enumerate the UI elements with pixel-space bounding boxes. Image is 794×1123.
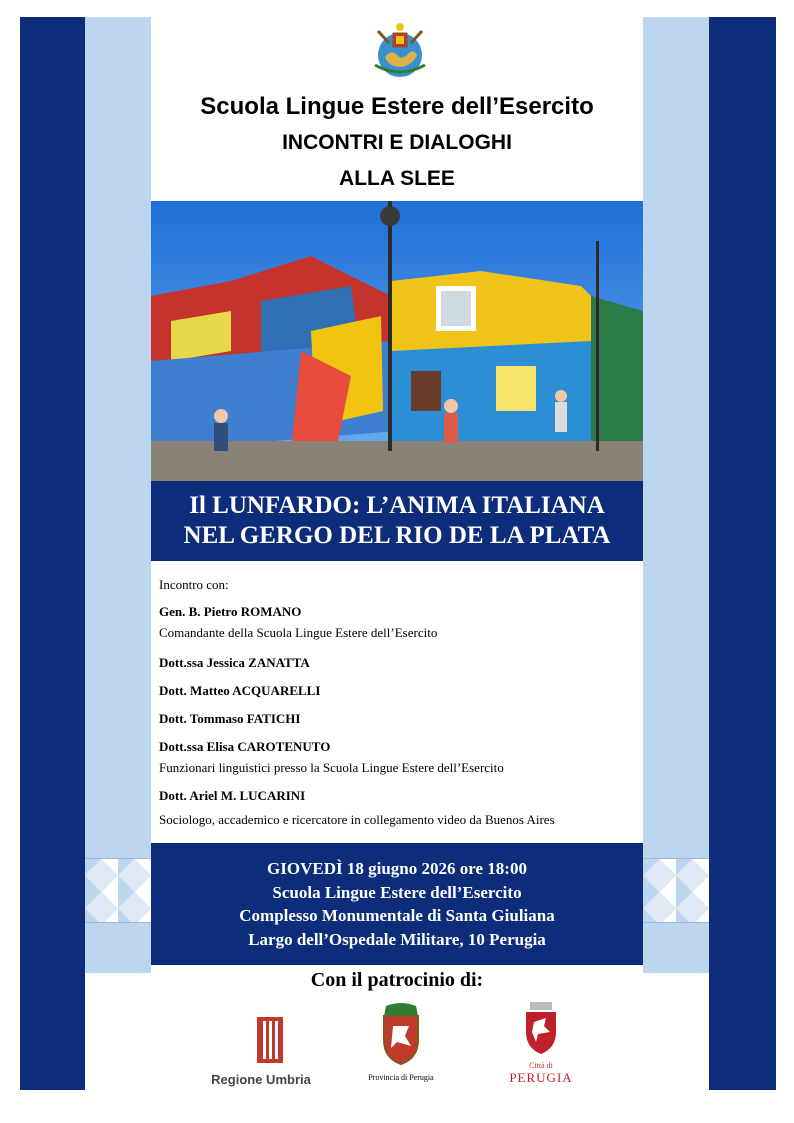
speaker-role: Funzionari linguistici presso la Scuola Lingue Estere dell’Esercito <box>159 760 504 775</box>
patronage-title: Con il patrocinio di: <box>310 969 484 991</box>
event-date: GIOVEDÌ 18 giugno 2026 ore 18:00 <box>267 859 527 878</box>
speaker-name: Gen. B. Pietro ROMANO <box>159 604 302 619</box>
speaker-name: Dott.ssa Elisa CAROTENUTO <box>159 739 331 754</box>
event-title-line-1: Il LUNFARDO: L’ANIMA ITALIANA <box>189 492 605 519</box>
speaker-name: Dott. Ariel M. LUCARINI <box>159 788 306 803</box>
left-light-strip <box>85 17 151 973</box>
right-navy-bar <box>709 17 776 1090</box>
right-light-strip <box>643 17 709 973</box>
provincia-perugia-crest-icon <box>378 1002 424 1066</box>
left-triangle-pattern <box>85 858 151 923</box>
provincia-perugia-caption: Provincia di Perugia <box>368 1073 434 1082</box>
event-title-line-2: NEL GERGO DEL RIO DE LA PLATA <box>183 522 611 549</box>
speakers-intro: Incontro con: <box>159 577 229 592</box>
series-title: INCONTRI E DIALOGHI <box>282 131 512 154</box>
event-details-band <box>151 843 643 965</box>
caminito-street-photo <box>151 201 643 481</box>
series-subtitle: ALLA SLEE <box>339 167 455 190</box>
provincia-perugia-logo <box>346 1002 456 1082</box>
citta-di-caption: Città di <box>529 1061 553 1070</box>
speaker-name: Dott. Matteo ACQUARELLI <box>159 683 321 698</box>
perugia-griffin-crest-icon <box>522 1002 560 1056</box>
event-venue: Scuola Lingue Estere dell’Esercito <box>272 882 522 902</box>
regione-umbria-logo-icon <box>257 1017 283 1063</box>
right-triangle-pattern <box>643 858 709 923</box>
regione-umbria-logo <box>191 1017 331 1087</box>
speakers-list <box>159 577 639 834</box>
perugia-caption: PERUGIA <box>509 1070 573 1085</box>
event-complex: Complesso Monumentale di Santa Giuliana <box>239 906 555 925</box>
speaker-name: Dott. Tommaso FATICHI <box>159 711 301 726</box>
citta-perugia-logo <box>481 1002 601 1086</box>
speaker-name: Dott.ssa Jessica ZANATTA <box>159 655 310 670</box>
left-navy-bar <box>20 17 85 1090</box>
poster-column <box>151 17 643 1090</box>
event-address: Largo dell’Ospedale Militare, 10 Perugia <box>248 929 546 949</box>
school-name: Scuola Lingue Estere dell’Esercito <box>200 93 594 120</box>
regione-umbria-caption: Regione Umbria <box>211 1072 311 1087</box>
school-crest-icon <box>369 21 431 83</box>
speaker-role: Sociologo, accademico e ricercatore in collegamento video da Buenos Aires <box>159 812 555 827</box>
event-title-band <box>151 481 643 561</box>
speaker-role: Comandante della Scuola Lingue Estere dell’Esercito <box>159 625 438 640</box>
